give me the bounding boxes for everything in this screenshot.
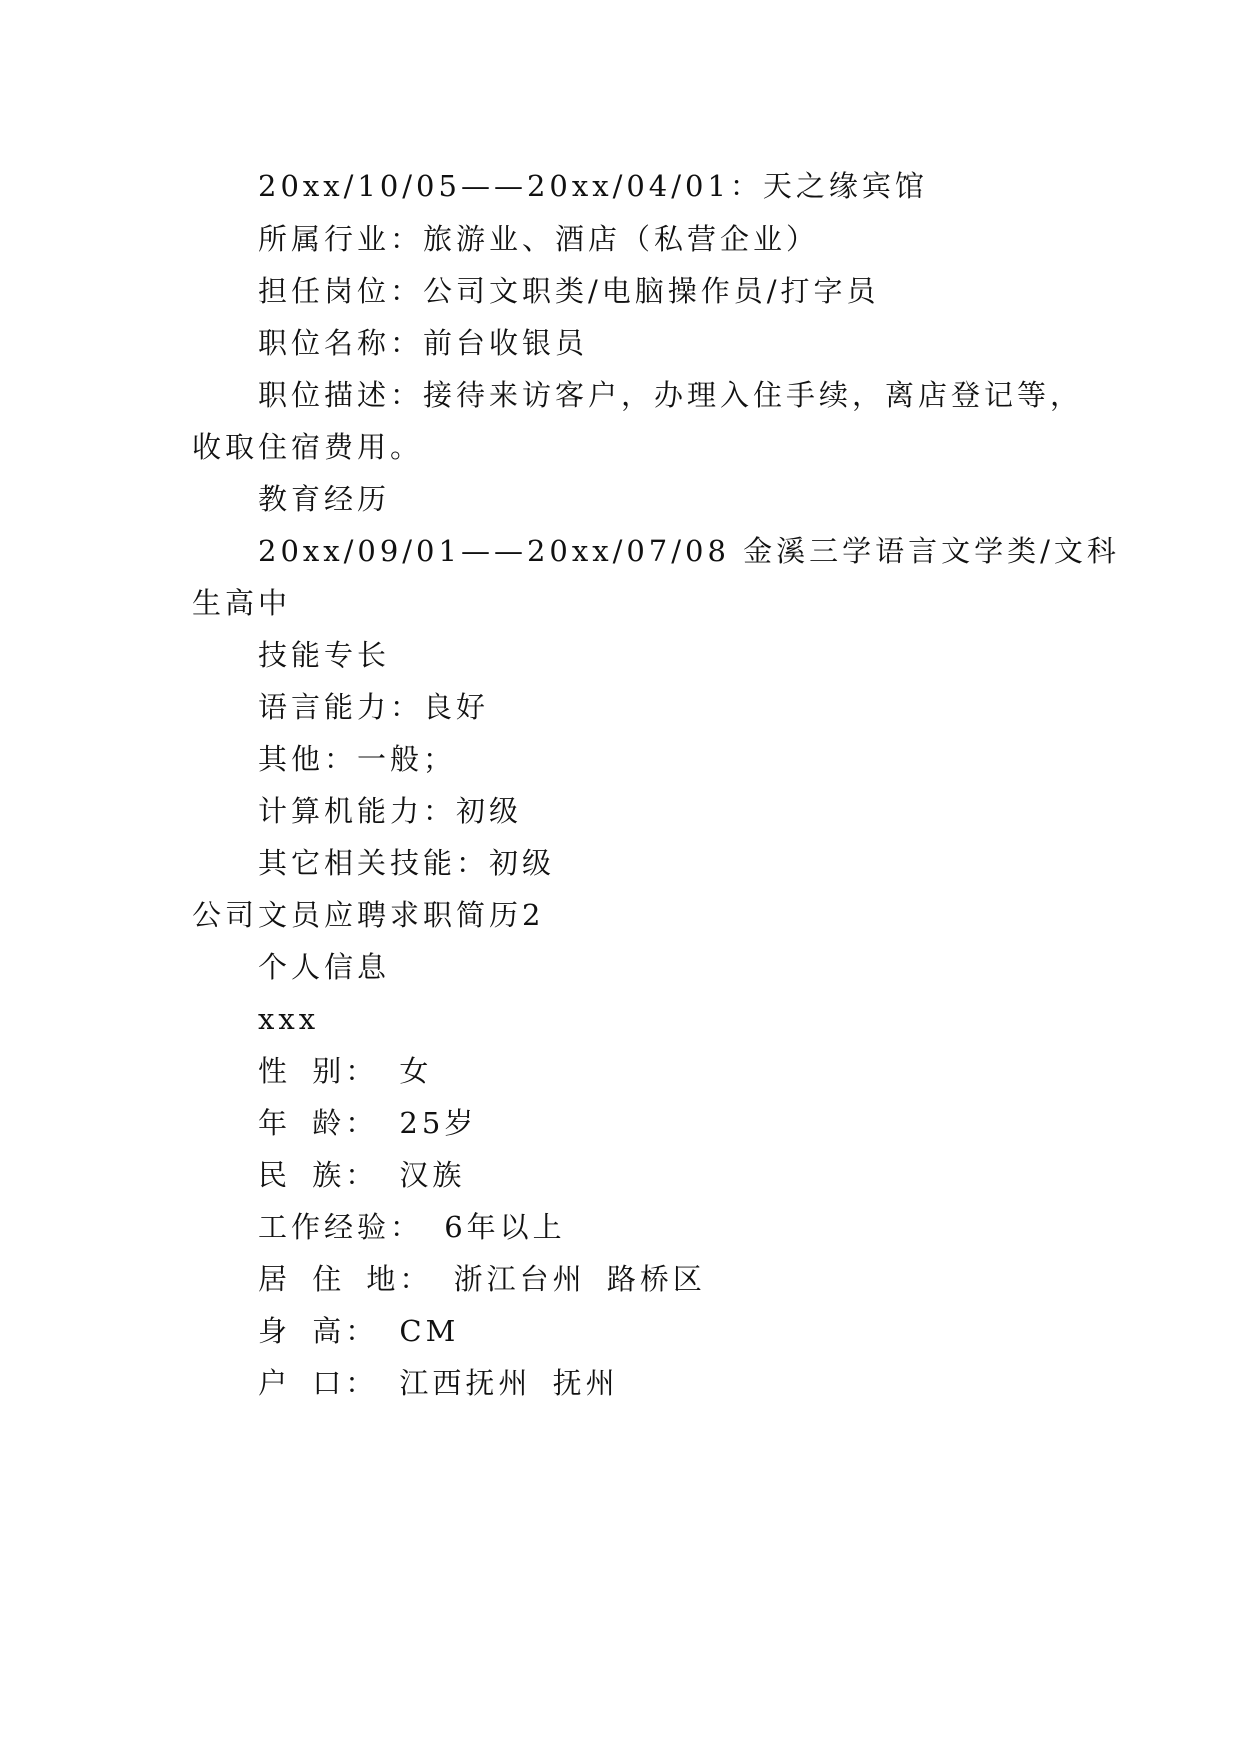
- section2-title: 公司文员应聘求职简历2: [192, 898, 545, 932]
- personal-ethnicity: 民 族： 汉族: [258, 1158, 466, 1192]
- industry: 所属行业：旅游业、酒店（私营企业）: [258, 222, 820, 256]
- personal-height: 身 高： CM: [258, 1314, 460, 1348]
- education-line2: 生高中: [192, 586, 292, 620]
- skill-language: 语言能力：良好: [258, 690, 490, 724]
- job-description-line2: 收取住宿费用。: [192, 430, 424, 464]
- education-heading: 教育经历: [258, 482, 391, 516]
- personal-age: 年 龄： 25岁: [258, 1106, 478, 1140]
- job-title: 职位名称：前台收银员: [258, 326, 589, 360]
- personal-residence: 居 住 地： 浙江台州 路桥区: [258, 1262, 706, 1296]
- post: 担任岗位：公司文职类/电脑操作员/打字员: [258, 274, 880, 308]
- skills-heading: 技能专长: [258, 638, 391, 672]
- personal-gender: 性 别： 女: [258, 1054, 433, 1088]
- personal-heading: 个人信息: [258, 950, 391, 984]
- job-description-line1: 职位描述：接待来访客户，办理入住手续，离店登记等，: [258, 378, 1084, 412]
- skill-computer: 计算机能力：初级: [258, 794, 523, 828]
- work-period: 20xx/10/05——20xx/04/01：天之缘宾馆: [258, 169, 928, 203]
- education-line1: 20xx/09/01——20xx/07/08 金溪三学语言文学类/文科: [258, 534, 1120, 568]
- skill-related: 其它相关技能：初级: [258, 846, 556, 880]
- personal-experience: 工作经验： 6年以上: [258, 1210, 566, 1244]
- personal-name: xxx: [258, 1002, 320, 1036]
- personal-hukou: 户 口： 江西抚州 抚州: [258, 1366, 619, 1400]
- skill-other: 其他：一般；: [258, 742, 457, 776]
